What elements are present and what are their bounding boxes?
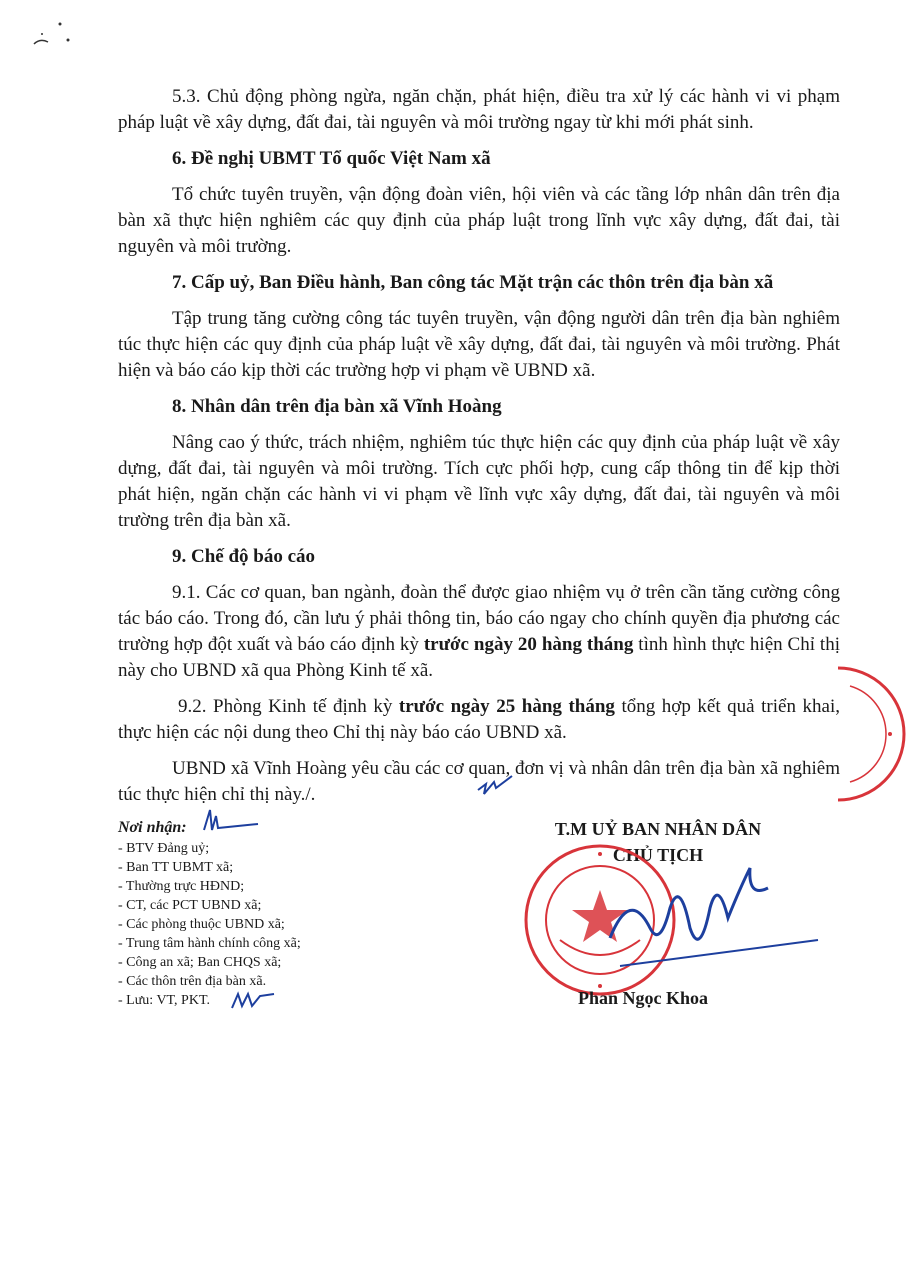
scan-marks <box>28 14 78 54</box>
recipients-title: Nơi nhận: <box>118 819 187 836</box>
page-seal <box>810 664 906 804</box>
paragraph-5-3: 5.3. Chủ động phòng ngừa, ngăn chặn, phát hiện, điều tra xử lý các hành vi vi phạm pháp luật về xây dựng, đất đai, tài nguyên và môi trường ngay từ khi mới phát sinh. <box>118 86 840 133</box>
paragraph-9-2 <box>118 694 840 746</box>
recipients-list <box>118 839 418 1010</box>
paragraph-9-2-text: 9.2. Phòng Kinh tế định kỳ <box>178 696 399 717</box>
recipient-item: - Các phòng thuộc UBND xã; <box>118 917 285 932</box>
recipient-item: - Các thôn trên địa bàn xã. <box>118 974 267 989</box>
initial-mark <box>230 988 276 1012</box>
handwritten-signature <box>600 848 820 968</box>
signer-name: Phan Ngọc Khoa <box>578 988 709 1008</box>
deadline-20: trước ngày 20 hàng tháng <box>423 634 634 655</box>
paragraph-9-1-tail: tình hình thực hiện Chỉ thị này cho UBND xã qua Phòng Kinh tế xã. <box>118 634 840 681</box>
recipient-item: - CT, các PCT UBND xã; <box>118 898 262 913</box>
initial-mark <box>200 806 260 836</box>
recipient-item: - Trung tâm hành chính công xã; <box>118 936 301 951</box>
signature-role: CHỦ TỊCH <box>612 845 704 865</box>
recipient-item: - BTV Đảng uỷ; <box>118 841 210 856</box>
paragraph-6: Tổ chức tuyên truyền, vận động đoàn viên, hội viên và các tầng lớp nhân dân trên địa bàn xã thực hiện nghiêm các quy định của pháp luật trong lĩnh vực xây dựng, đất đai, tài nguyên và môi trường. <box>118 184 840 257</box>
paragraph-9-1-text: 9.1. Các cơ quan, ban ngành, đoàn thể được giao nhiệm vụ ở trên cần tăng cường công tác báo cáo. Trong đó, cần lưu ý phải thông tin, báo cáo ngay cho chính quyền địa phương các trường hợp đột xuất và báo cáo định kỳ <box>118 582 840 655</box>
recipient-item: - Lưu: VT, PKT. <box>118 993 210 1008</box>
paragraph-8: Nâng cao ý thức, trách nhiệm, nghiêm túc thực hiện các quy định của pháp luật về xây dựng, đất đai, tài nguyên và môi trường. Tích cực phối hợp, cung cấp thông tin để kịp thời phát hiện, ngăn chặn các hành vi vi phạm về lĩnh vực xây dựng, đất đai, tài nguyên và môi trường trên địa bàn xã. <box>118 432 840 531</box>
initial-mark <box>476 774 516 800</box>
document-body <box>118 84 840 808</box>
heading-8: 8. Nhân dân trên địa bàn xã Vĩnh Hoàng <box>172 396 502 417</box>
recipient-item: - Công an xã; Ban CHQS xã; <box>118 955 282 970</box>
recipient-item: - Ban TT UBMT xã; <box>118 860 234 875</box>
deadline-25: trước ngày 25 hàng tháng <box>398 696 615 717</box>
paragraph-9-1 <box>118 580 840 684</box>
closing-paragraph: UBND xã Vĩnh Hoàng yêu cầu các cơ quan, đơn vị và nhân dân trên địa bàn xã nghiêm túc thực hiện chỉ thị này./. <box>118 758 840 805</box>
paragraph-9-2-tail: tổng hợp kết quả triển khai, thực hiện các nội dung theo Chỉ thị này báo cáo UBND xã. <box>118 696 840 743</box>
paragraph-7: Tập trung tăng cường công tác tuyên truyền, vận động người dân trên địa bàn nghiêm túc thực hiện các quy định của pháp luật về xây dựng, đất đai, tài nguyên và môi trường. Phát hiện và báo cáo kịp thời các trường hợp vi phạm về UBND xã. <box>118 308 840 381</box>
heading-7: 7. Cấp uỷ, Ban Điều hành, Ban công tác Mặt trận các thôn trên địa bàn xã <box>172 272 774 293</box>
heading-9: 9. Chế độ báo cáo <box>172 546 316 567</box>
signature-title: T.M UỶ BAN NHÂN DÂN <box>554 819 762 839</box>
heading-6: 6. Đề nghị UBMT Tổ quốc Việt Nam xã <box>172 148 491 169</box>
recipient-item: - Thường trực HĐND; <box>118 879 245 894</box>
recipients-block <box>118 818 418 1010</box>
